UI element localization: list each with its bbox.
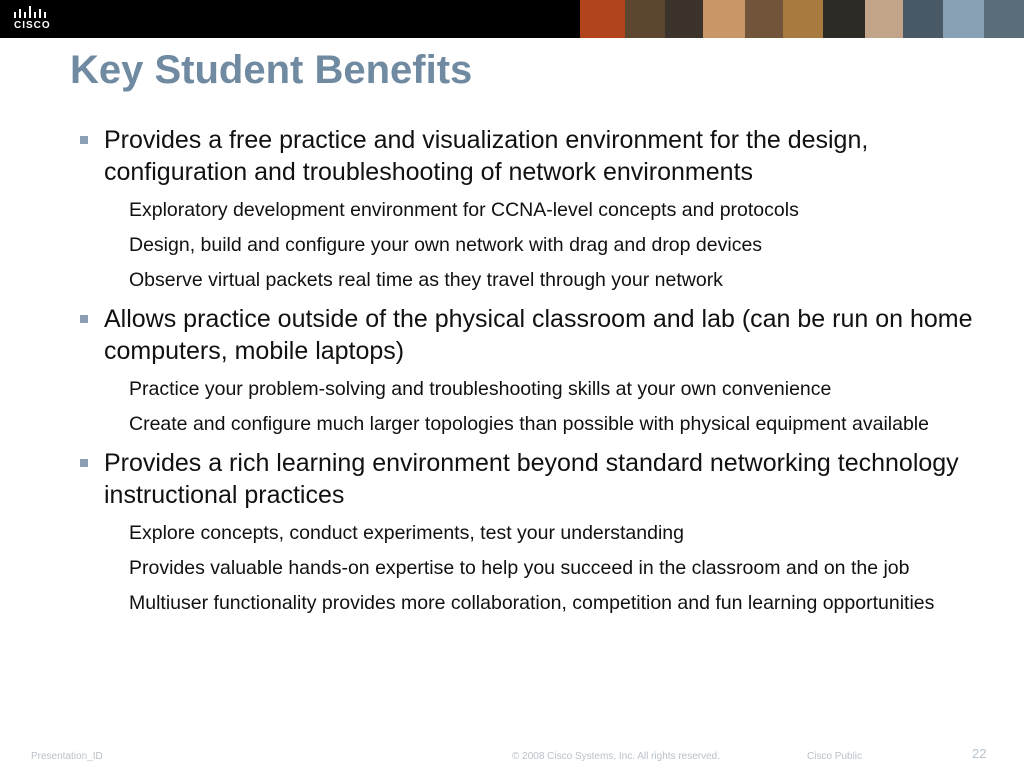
header-photo bbox=[943, 0, 984, 38]
bullet-text: Allows practice outside of the physical classroom and lab (can be run on home computers, mobile laptops) bbox=[104, 305, 973, 365]
footer-presentation-id: Presentation_ID bbox=[31, 751, 103, 762]
sub-bullet-text: Explore concepts, conduct experiments, test your understanding bbox=[129, 522, 684, 544]
bullet-item bbox=[80, 124, 980, 188]
bullet-square-icon bbox=[80, 136, 88, 144]
slide-content bbox=[80, 124, 980, 616]
sub-bullet-text: Design, build and configure your own network with drag and drop devices bbox=[129, 234, 763, 256]
sub-bullet-text: Create and configure much larger topologies than possible with physical equipment available bbox=[129, 413, 929, 435]
page-number: 22 bbox=[972, 746, 987, 761]
bullet-square-icon bbox=[80, 315, 88, 323]
header-photo bbox=[745, 0, 783, 38]
header-photo bbox=[865, 0, 903, 38]
logo-wordmark: CISCO bbox=[14, 20, 51, 31]
header-photo bbox=[703, 0, 745, 38]
footer-copyright: © 2008 Cisco Systems, Inc. All rights reserved. bbox=[512, 751, 721, 762]
header-photo bbox=[580, 0, 625, 38]
header-photo bbox=[783, 0, 823, 38]
header-photo-strip bbox=[580, 0, 1024, 38]
sub-bullet-text: Practice your problem-solving and troubleshooting skills at your own convenience bbox=[129, 378, 832, 400]
sub-bullet-text: Multiuser functionality provides more collaboration, competition and fun learning opportunities bbox=[129, 592, 935, 614]
header-bar bbox=[0, 0, 1024, 38]
bullet-text: Provides a free practice and visualization environment for the design, configuration and troubleshooting of network environments bbox=[104, 126, 869, 186]
bullet-item bbox=[80, 303, 980, 367]
header-photo bbox=[823, 0, 865, 38]
sub-bullet-text: Observe virtual packets real time as they travel through your network bbox=[129, 269, 723, 291]
bullet-square-icon bbox=[80, 459, 88, 467]
header-photo bbox=[903, 0, 943, 38]
header-photo bbox=[984, 0, 1024, 38]
bullet-text: Provides a rich learning environment beyond standard networking technology instructional practices bbox=[104, 449, 959, 509]
header-photo bbox=[625, 0, 665, 38]
header-photo bbox=[665, 0, 703, 38]
sub-bullet-text: Exploratory development environment for CCNA-level concepts and protocols bbox=[129, 199, 799, 221]
footer-classification: Cisco Public bbox=[807, 751, 863, 762]
slide-title: Key Student Benefits bbox=[70, 48, 473, 92]
bullet-item bbox=[80, 447, 980, 511]
sub-bullet-text: Provides valuable hands-on expertise to help you succeed in the classroom and on the job bbox=[129, 557, 910, 579]
